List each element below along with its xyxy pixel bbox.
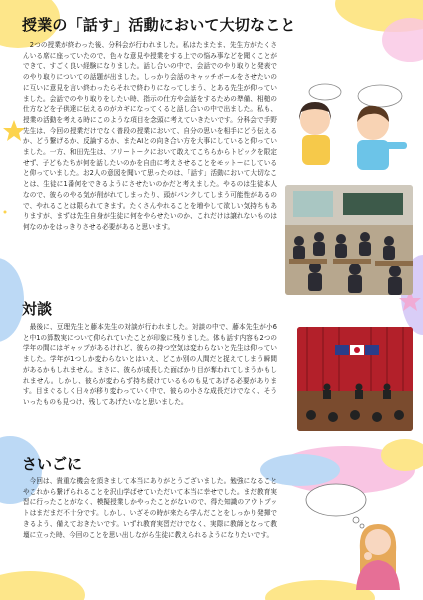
page-title: 授業の「話す」活動において大切なこと	[22, 16, 296, 34]
stage-photo	[297, 327, 413, 431]
thought-dot	[353, 517, 359, 523]
classroom-scene	[285, 185, 413, 295]
blackboard	[343, 193, 403, 215]
yellow-blob	[0, 571, 85, 600]
window	[293, 191, 333, 217]
woman-hand	[364, 552, 372, 560]
boy-body	[357, 140, 389, 170]
section1-body: 2つの授業が終わった後、分科会が行われました。私はたまたま、先生方がたくさんいる席に座っていたので、色々な意見や授業をする上での悩み事などを聞くことができて、すごく良い経験になりました。話し合いの中で、会話でのやり取りと発表でのやり取りについての話題が出ました。しっかり会話のキャッチボールをさせたいのに互いに意見を言い終わったらそれで終わりになってしまう、とある先生が仰っていました。会話でのやり取りをしたい時、指示の仕方や会話をするための準備、相槌の仕方などを子供達に伝えるのがカギになってくると話し合いの中で出ました。私も、授業の活動を考える時にこのような項目を念頭に考えていきたいです。分科会で手野先生は、今回の授業だけでなく普段の授業において、自分の思いを相手にどう伝えるか、どう繋げるか、反論するか、またAIとの向き合い方を大事にしていると仰っていました。一方、和田先生は、フリートークにおいて敢えてこちらからトピックを限定せず、子どもたちが何を話したいのかを自由に考えさせることをモットーにしていると仰っていました。お2人の意図を聞いて思ったのは、「話す」活動において大切なことは、生徒に1番何をできるようにさせたいのかだと考えました。やるのは生徒本人なので、彼らのやる気が削がれてしまったり、頭がパンクしてしまう可能性があるので、やれることは限られてきます。たくさんやれることを増やして欲しい気持ちもありますが、まずは先生自身が生徒に何をやらせたいのか、これだけは譲れないものは何なのかをはっきりさせる必要があると思います。	[23, 41, 277, 231]
children-talking-illustration	[285, 82, 413, 174]
woman-face	[365, 529, 391, 555]
speech-bubble	[358, 85, 402, 107]
flag-sun	[354, 347, 360, 353]
classroom-photo	[285, 185, 413, 295]
thinking-woman-illustration	[298, 478, 408, 590]
flag	[335, 345, 349, 355]
girl-body	[302, 135, 330, 165]
stage-scene	[297, 327, 413, 431]
speech-bubble	[309, 84, 341, 100]
flag	[365, 345, 379, 355]
thought-bubble	[306, 484, 366, 516]
star-icon	[3, 120, 25, 141]
boy-arm	[385, 142, 407, 149]
section2-heading: 対談	[22, 300, 53, 318]
thought-dot	[360, 524, 364, 528]
section3-heading: さいごに	[22, 455, 83, 473]
section2-body: 最後に、豆理先生と藤本先生の対談が行われました。対談の中で、藤本先生が小6と中1の算数実について仰られていたことが印象に残りました。体も話す内容も2つの学年の間にはギャップがあるけれど、彼らの持つ空気は変わらないと先生は仰っていました。学年が1つしか変わらないとはいえ、どこか別の人間だと捉えてしまう瞬間があるかもしれません。まさに、彼らが成長した面ばかり目が奪われてしまうかもしれません。しかし、彼らが変わらず持ち続けているものも見てあげる必要があります。目まぐるしく日々が移り変わっていく中で、彼らの小さな成長だけでなく、そういったものも見つけ、残してあげたいなと思いました。	[23, 323, 277, 406]
section3-body: 今回は、貴重な機会を頂きまして本当にありがとうございました。勉強になることやこれから繋げられることを沢山学ばせていただいて本当に幸せでした。まだ教育実習に行ったことがなく、模擬授業しかやったことがないので、得た知識のアウトプットはまだまだ不十分です。しかし、いざその時が来たら学んだことをしっかり発揮できるよう、備えておきたいです。いずれ教育実習だけでなく、実際に教師となって教壇に立った時、今回のことを思い出しながら生徒に教えられるようになりたいです。	[23, 477, 277, 539]
dot	[4, 211, 7, 214]
blue-blob	[0, 258, 24, 342]
